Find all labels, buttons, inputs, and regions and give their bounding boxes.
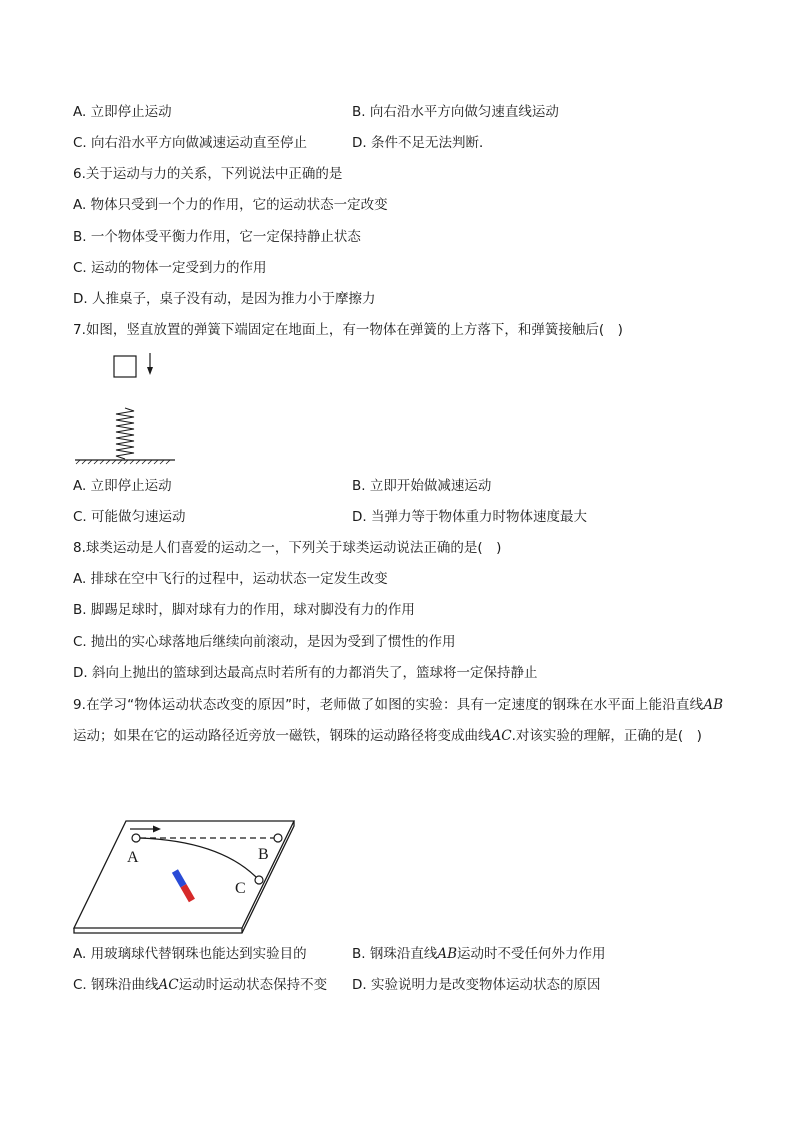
q9-line-ab: AB	[703, 697, 723, 713]
q5-option-b: B. 向右沿水平方向做匀速直线运动	[352, 104, 559, 120]
point-b-marker	[274, 834, 282, 842]
q7-stem: 7.如图，竖直放置的弹簧下端固定在地面上，有一物体在弹簧的上方落下，和弹簧接触后( )	[73, 322, 623, 338]
q7-option-c: C. 可能做匀速运动	[73, 509, 186, 525]
q9-option-c-pre: C. 钢珠沿曲线	[73, 977, 159, 993]
q9-option-b-post: 运动时不受任何外力作用	[457, 946, 606, 962]
q9-option-b	[352, 944, 606, 964]
q7-option-d: D. 当弹力等于物体重力时物体速度最大	[352, 509, 587, 525]
down-arrow-icon	[147, 353, 153, 375]
q9-stem-part2: 运动；如果在它的运动路径近旁放一磁铁，钢珠的运动路径将变成曲线	[73, 728, 492, 744]
q9-option-c-var: AC	[158, 977, 179, 993]
q9-option-c-post: 运动时运动状态保持不变	[178, 977, 328, 993]
spring-figure	[70, 350, 190, 470]
spring	[116, 408, 134, 459]
q7-option-a: A. 立即停止运动	[73, 478, 172, 494]
q8-stem: 8.球类运动是人们喜爱的运动之一，下列关于球类运动说法正确的是( )	[73, 540, 502, 556]
q6-option-a: A. 物体只受到一个力的作用，它的运动状态一定改变	[73, 197, 388, 213]
q6-option-b: B. 一个物体受平衡力作用，它一定保持静止状态	[73, 229, 361, 245]
label-b: B	[258, 846, 269, 863]
q6-stem: 6.关于运动与力的关系，下列说法中正确的是	[73, 166, 343, 182]
q7-option-b: B. 立即开始做减速运动	[352, 478, 492, 494]
q9-line-ac: AC	[491, 728, 512, 744]
q5-option-d: D. 条件不足无法判断．	[352, 135, 493, 151]
q6-option-d: D. 人推桌子，桌子没有动，是因为推力小于摩擦力	[73, 291, 376, 307]
q9-option-b-var: AB	[437, 946, 458, 962]
ground-hatch	[76, 460, 170, 464]
q9-stem	[73, 690, 723, 752]
q9-option-b-pre: B. 钢珠沿直线	[352, 946, 438, 962]
q9-option-d: D. 实验说明力是改变物体运动状态的原因	[352, 977, 601, 993]
q8-option-d: D. 斜向上抛出的篮球到达最高点时若所有的力都消失了，篮球将一定保持静止	[73, 665, 538, 681]
label-a: A	[127, 849, 139, 866]
label-c: C	[235, 880, 246, 897]
point-a-marker	[132, 834, 140, 842]
q5-option-c: C. 向右沿水平方向做减速运动直至停止	[73, 135, 308, 151]
q9-stem-part3: .对该实验的理解，正确的是( )	[511, 728, 702, 744]
q8-option-c: C. 抛出的实心球落地后继续向前滚动，是因为受到了惯性的作用	[73, 634, 456, 650]
horizontal-plane	[74, 821, 294, 928]
magnet-experiment-figure	[70, 815, 300, 940]
q8-option-a: A. 排球在空中飞行的过程中，运动状态一定发生改变	[73, 571, 388, 587]
falling-block	[114, 356, 136, 377]
point-c-marker	[255, 876, 263, 884]
q9-option-c	[73, 975, 327, 995]
q9-stem-part1: 9.在学习“物体运动状态改变的原因”时，老师做了如图的实验：具有一定速度的钢珠在水平面上能沿直线	[73, 697, 704, 713]
q8-option-b: B. 脚踢足球时，脚对球有力的作用，球对脚没有力的作用	[73, 602, 415, 618]
q5-option-a: A. 立即停止运动	[73, 104, 172, 120]
q9-option-a: A. 用玻璃球代替钢珠也能达到实验目的	[73, 946, 307, 962]
q6-option-c: C. 运动的物体一定受到力的作用	[73, 260, 267, 276]
